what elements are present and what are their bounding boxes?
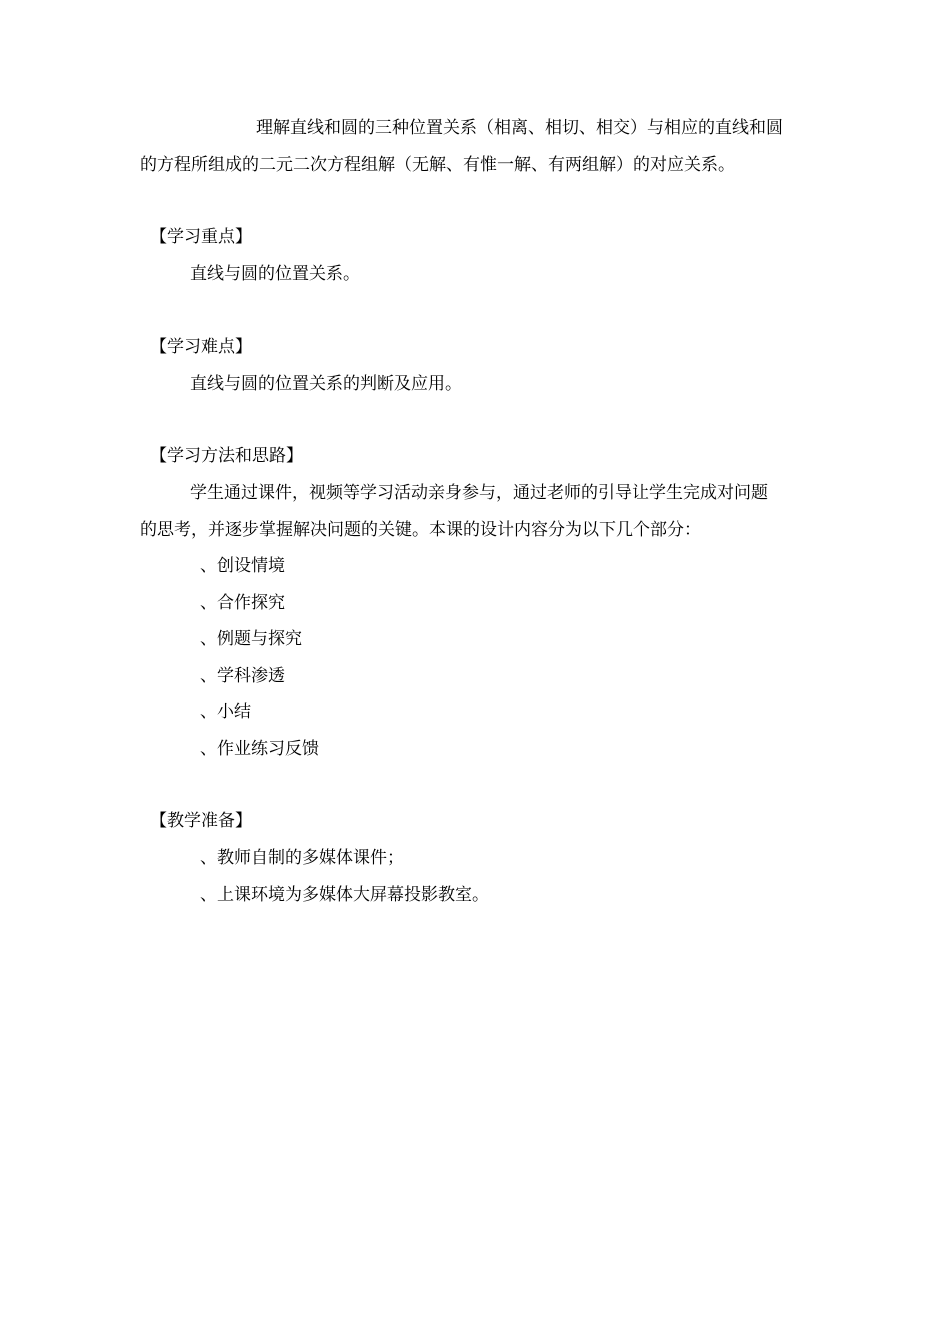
method-list-item: 、学科渗透 — [200, 666, 285, 686]
difficulty-text: 直线与圆的位置关系的判断及应用。 — [190, 374, 462, 394]
method-text-line-1: 学生通过课件，视频等学习活动亲身参与，通过老师的引导让学生完成对问题 — [190, 483, 768, 503]
preparation-list-item: 、上课环境为多媒体大屏幕投影教室。 — [200, 885, 489, 905]
intro-line-2: 的方程所组成的二元二次方程组解（无解、有惟一解、有两组解）的对应关系。 — [140, 155, 735, 175]
method-list-item: 、小结 — [200, 702, 251, 722]
method-text-line-2: 的思考，并逐步掌握解决问题的关键。本课的设计内容分为以下几个部分： — [140, 520, 701, 540]
method-list-item: 、合作探究 — [200, 593, 285, 613]
intro-line-1: 理解直线和圆的三种位置关系（相离、相切、相交）与相应的直线和圆 — [256, 118, 783, 138]
focus-text: 直线与圆的位置关系。 — [190, 264, 360, 284]
preparation-list-item: 、教师自制的多媒体课件； — [200, 848, 404, 868]
difficulty-heading: 【学习难点】 — [150, 337, 252, 357]
method-list-item: 、创设情境 — [200, 556, 285, 576]
method-heading: 【学习方法和思路】 — [150, 446, 303, 466]
focus-heading: 【学习重点】 — [150, 227, 252, 247]
method-list-item: 、作业练习反馈 — [200, 739, 319, 759]
method-list-item: 、例题与探究 — [200, 629, 302, 649]
preparation-heading: 【教学准备】 — [150, 811, 252, 831]
